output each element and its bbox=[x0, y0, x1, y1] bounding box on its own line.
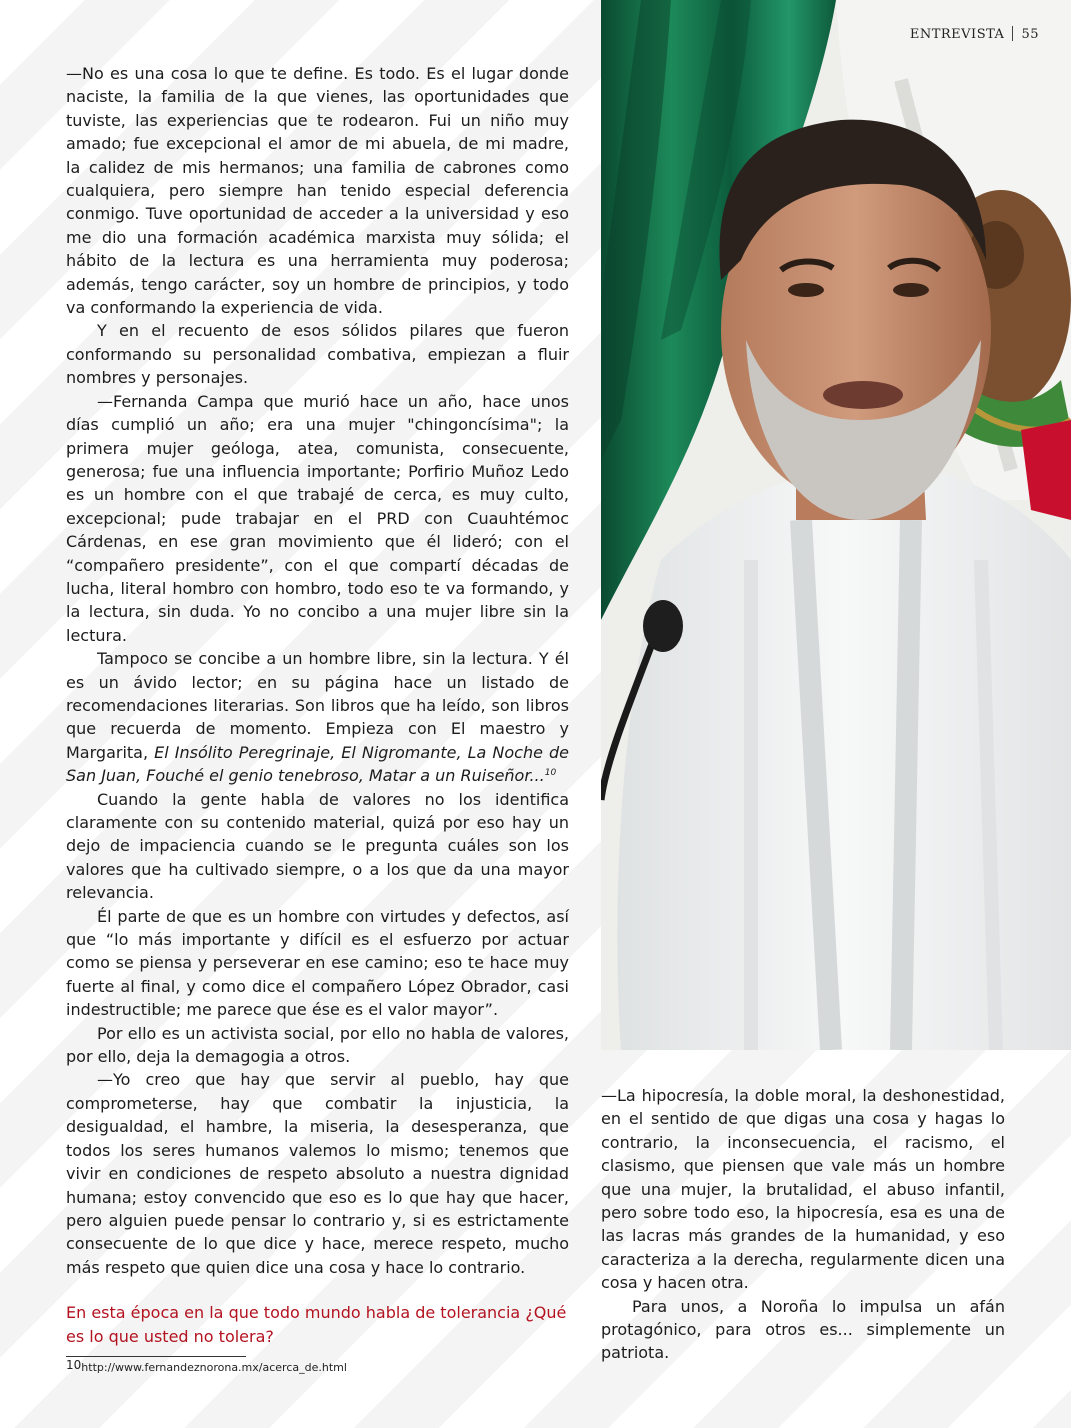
footnote-divider bbox=[66, 1356, 246, 1357]
paragraph: —Fernanda Campa que murió hace un año, hace unos días cumplió un año; era una mujer "chingoncísima"; la primera mujer geóloga, atea, comunista, consecuente, generosa; fue una influencia importante; Porfirio Muñoz Ledo es un hombre con el que trabajé de cerca, es muy culto, excepcional; pude trabajar en el PRD con Cuauhtémoc Cárdenas, en ese gran movimiento que él lideró; con el “compañero presidente”, con el que compartí décadas de lucha, literal hombro con hombro, todo eso te va formando, y la lectura, sin duda. Yo no concibo a una mujer libre sin la lectura. bbox=[66, 391, 569, 645]
right-column bbox=[601, 1084, 1005, 1365]
page-number: 55 bbox=[1021, 27, 1039, 42]
paragraph: —Yo creo que hay que servir al pueblo, hay que comprometerse, hay que combatir la injusticia, la desigualdad, el hambre, la miseria, la desesperanza, que todos los seres humanos valemos lo mismo; tenemos que vivir en condiciones de respeto absoluto a nuestra dignidad humana; estoy convencido que eso es lo que hay que hacer, pero alguien puede pensar lo contrario y, si es estrictamente consecuente de lo que dice y hace, merece respeto, mucho más respeto que quien dice una cosa y hace lo contrario. bbox=[66, 1070, 569, 1277]
paragraph: Él parte de que es un hombre con virtudes y defectos, así que “lo más importante y difícil es el esfuerzo por actuar como se piensa y perseverar en ese camino; eso te hace muy fuerte al final, y como dice el compañero López Obrador, casi indestructible; me parece que ése es el valor mayor”. bbox=[66, 906, 569, 1020]
left-column bbox=[66, 62, 569, 1348]
page-header bbox=[910, 26, 1039, 42]
footnote bbox=[66, 1358, 347, 1374]
paragraph: Cuando la gente habla de valores no los identifica claramente con su contenido material, quizá por eso hay un dejo de impaciencia cuando se le pregunta cuáles son los valores que ha cultivado siempre, o a los que da una mayor relevancia. bbox=[66, 789, 569, 903]
book-list: El Insólito Peregrinaje, El Nigromante, La Noche de San Juan, Fouché el genio tenebroso, Matar a un Ruiseñor... bbox=[66, 742, 569, 786]
header-divider bbox=[1012, 26, 1013, 41]
paragraph: Por ello es un activista social, por ello no habla de valores, por ello, deja la demagogia a otros. bbox=[66, 1023, 569, 1067]
paragraph: Y en el recuento de esos sólidos pilares que fueron conformando su personalidad combativa, empiezan a fluir nombres y personajes. bbox=[66, 321, 569, 388]
section-title: ENTREVISTA bbox=[909, 27, 1005, 42]
paragraph bbox=[66, 647, 569, 787]
speaker-photo bbox=[601, 0, 1071, 1050]
footnote-text: http://www.fernandeznorona.mx/acerca_de.html bbox=[81, 1361, 347, 1374]
paragraph: —No es una cosa lo que te define. Es todo. Es el lugar donde naciste, la familia de la que vienes, las oportunidades que tuviste, las experiencias que te rodearon. Fui un niño muy amado; fue excepcional el amor de mi abuela, de mi madre, la calidez de mis hermanos; una familia de cabrones como cualquiera, pero siempre han tenido especial deferencia conmigo. Tuve oportunidad de acceder a la universidad y eso me dio una formación académica marxista muy sólida; el hábito de la lectura es una herramienta muy poderosa; además, tengo carácter, soy un hombre de principios, y todo va conformando la experiencia de vida. bbox=[66, 64, 569, 318]
paragraph: —La hipocresía, la doble moral, la deshonestidad, en el sentido de que digas una cosa y hagas lo contrario, la inconsecuencia, el racismo, el clasismo, que piensen que vale más un hombre que una mujer, la brutalidad, el abuso infantil, pero sobre todo eso, la hipocresía, esa es una de las lacras más grandes de la humanidad, y eso caracteriza a la derecha, regularmente dicen una cosa y hacen otra. bbox=[601, 1086, 1005, 1293]
interview-question: En esta época en la que todo mundo habla de tolerancia ¿Qué es lo que usted no tolera? bbox=[66, 1303, 567, 1346]
photo-illustration bbox=[601, 0, 1071, 1050]
footnote-number: 10 bbox=[66, 1358, 82, 1372]
footnote-reference: 10 bbox=[544, 768, 557, 779]
paragraph-text: Tampoco se concibe a un hombre libre, sin la lectura. Y él es un ávido lector; en su página hace un listado de recomendaciones literarias. Son libros que ha leído, son libros que recuerda de momento. Empieza con El maestro y Margarita, bbox=[66, 649, 569, 762]
paragraph: Para unos, a Noroña lo impulsa un afán protagónico, para otros es... simplemente un patriota. bbox=[601, 1296, 1005, 1363]
